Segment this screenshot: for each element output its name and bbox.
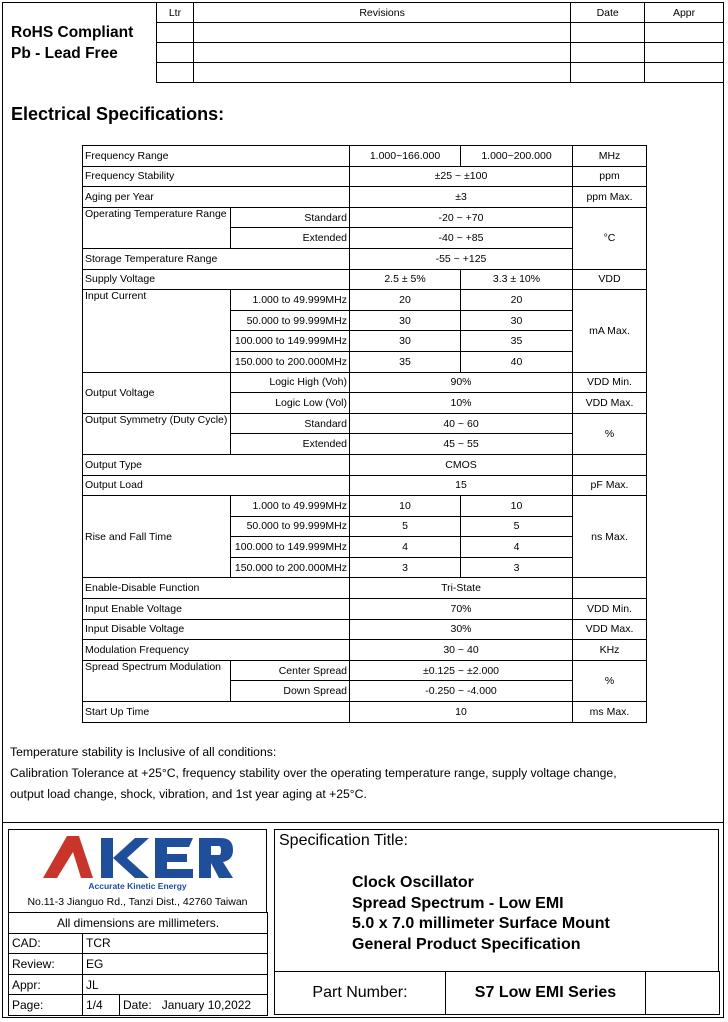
spec-unit: ppm Max. <box>573 187 647 208</box>
spec-row-supply-voltage <box>83 269 647 290</box>
spec-row-frequency-range <box>83 146 647 167</box>
spec-value: -0.250 ~ -4.000 <box>350 681 573 702</box>
spec-sublabel: 150.000 to 200.000MHz <box>231 557 350 578</box>
rev-header-ltr: Ltr <box>157 3 194 23</box>
spec-value: 35 <box>461 331 573 352</box>
spec-label: Output Voltage <box>83 372 231 413</box>
spec-row-input-current <box>83 290 647 311</box>
spec-value: 2.5 ± 5% <box>350 269 461 290</box>
spec-row-rise-fall <box>83 496 647 517</box>
appr-label: Appr: <box>9 974 83 995</box>
spec-sublabel: 1.000 to 49.999MHz <box>231 290 350 311</box>
spec-value: 70% <box>350 599 573 620</box>
review-label: Review: <box>9 954 83 975</box>
spec-title-line: Spread Spectrum - Low EMI <box>352 894 564 912</box>
lead-free-text: Pb - Lead Free <box>11 45 118 62</box>
spec-value: 3 <box>461 557 573 578</box>
spec-label: Output Symmetry (Duty Cycle) <box>83 413 231 454</box>
spec-unit: VDD <box>573 269 647 290</box>
spec-title-box <box>274 829 719 972</box>
spec-row-modulation-frequency <box>83 640 647 661</box>
section-title: Electrical Specifications: <box>11 104 225 124</box>
spec-unit: VDD Max. <box>573 619 647 640</box>
spec-title-line: General Product Specification <box>352 935 581 953</box>
spec-sublabel: Standard <box>231 413 350 434</box>
spec-label: Rise and Fall Time <box>83 496 231 578</box>
spec-value: 5 <box>350 516 461 537</box>
spec-unit: MHz <box>573 146 647 167</box>
spec-value: 10% <box>350 393 573 414</box>
spec-sublabel: 50.000 to 99.999MHz <box>231 516 350 537</box>
spec-unit <box>573 454 647 475</box>
spec-row-output-voltage <box>83 372 647 393</box>
note-line: output load change, shock, vibration, and 1st year aging at +25°C. <box>10 787 367 801</box>
spec-unit: ms Max. <box>573 702 647 723</box>
spec-row-output-type <box>83 454 647 475</box>
rev-row <box>157 43 724 63</box>
spec-title-label: Specification Title: <box>279 832 408 849</box>
spec-value: -40 ~ +85 <box>350 228 573 249</box>
spec-title-line: 5.0 x 7.0 millimeter Surface Mount <box>352 915 610 932</box>
spec-row-spread-spectrum <box>83 660 647 681</box>
note-line: Calibration Tolerance at +25°C, frequency stability over the operating temperature range, supply voltage change, <box>10 766 617 780</box>
spec-label: Frequency Range <box>83 146 350 167</box>
rev-header-appr: Appr <box>645 3 724 23</box>
appr-value: JL <box>83 974 268 995</box>
spec-sublabel: Center Spread <box>231 660 350 681</box>
spec-unit: VDD Min. <box>573 372 647 393</box>
spec-label: Input Enable Voltage <box>83 599 350 620</box>
spec-title <box>352 873 610 955</box>
compliance-statement <box>11 22 133 64</box>
spec-value: 3.3 ± 10% <box>461 269 573 290</box>
company-logo-box <box>8 829 267 913</box>
spec-value: 90% <box>350 372 573 393</box>
spec-unit: VDD Max. <box>573 393 647 414</box>
spec-row-operating-temp <box>83 207 647 228</box>
spec-value: 5 <box>461 516 573 537</box>
spec-label: Operating Temperature Range <box>83 207 231 248</box>
page-value: 1/4 <box>83 995 120 1016</box>
cad-label: CAD: <box>9 933 83 954</box>
spec-unit: °C <box>573 207 647 269</box>
spec-value: 35 <box>350 351 461 372</box>
spec-value: CMOS <box>350 454 573 475</box>
spec-value: 30 <box>461 310 573 331</box>
spec-label: Output Load <box>83 475 350 496</box>
spec-row-startup <box>83 702 647 723</box>
spec-value: ±3 <box>350 187 573 208</box>
spec-sublabel: 50.000 to 99.999MHz <box>231 310 350 331</box>
rev-header-revisions: Revisions <box>193 3 570 23</box>
spec-label: Storage Temperature Range <box>83 248 350 269</box>
cad-value: TCR <box>83 933 268 954</box>
electrical-spec-table <box>82 145 647 723</box>
spec-sublabel: 1.000 to 49.999MHz <box>231 496 350 517</box>
spec-row-aging <box>83 187 647 208</box>
rohs-text: RoHS Compliant <box>11 24 134 41</box>
spec-label: Supply Voltage <box>83 269 350 290</box>
spec-sublabel: Down Spread <box>231 681 350 702</box>
spec-unit: ppm <box>573 166 647 187</box>
spec-label: Modulation Frequency <box>83 640 350 661</box>
spec-value: 1.000~200.000 <box>461 146 573 167</box>
date-value: January 10,2022 <box>161 998 252 1013</box>
company-tagline: Accurate Kinetic Energy <box>88 881 187 891</box>
spec-unit: mA Max. <box>573 290 647 372</box>
revisions-table <box>156 2 724 83</box>
spec-value: 40 <box>461 351 573 372</box>
spec-sublabel: Standard <box>231 207 350 228</box>
spec-value: 40 ~ 60 <box>350 413 573 434</box>
spec-unit: VDD Min. <box>573 599 647 620</box>
date-cell <box>120 995 268 1016</box>
part-number-label: Part Number: <box>275 972 446 1015</box>
part-number-table <box>274 971 720 1015</box>
spec-sublabel: 100.000 to 149.999MHz <box>231 537 350 558</box>
spec-row-enable-disable <box>83 578 647 599</box>
note-line: Temperature stability is Inclusive of all conditions: <box>10 745 277 759</box>
spec-value: 20 <box>461 290 573 311</box>
company-logo <box>43 834 233 880</box>
spec-sublabel: Extended <box>231 228 350 249</box>
spec-value: 20 <box>350 290 461 311</box>
spec-value: ±0.125 ~ ±2.000 <box>350 660 573 681</box>
spec-label: Start Up Time <box>83 702 350 723</box>
part-number-extra <box>646 972 720 1015</box>
spec-value: 30 ~ 40 <box>350 640 573 661</box>
spec-value: 3 <box>350 557 461 578</box>
spec-sublabel: Extended <box>231 434 350 455</box>
page-label: Page: <box>9 995 83 1016</box>
rev-row <box>157 63 724 83</box>
rev-row <box>157 23 724 43</box>
spec-row-frequency-stability <box>83 166 647 187</box>
part-number-value: S7 Low EMI Series <box>446 972 646 1015</box>
spec-value: ±25 ~ ±100 <box>350 166 573 187</box>
spec-row-input-disable <box>83 619 647 640</box>
spec-unit: pF Max. <box>573 475 647 496</box>
spec-value: 45 ~ 55 <box>350 434 573 455</box>
spec-label: Aging per Year <box>83 187 350 208</box>
spec-label: Enable-Disable Function <box>83 578 350 599</box>
notes <box>10 742 617 805</box>
rev-header-date: Date <box>571 3 645 23</box>
spec-value: 10 <box>461 496 573 517</box>
spec-value: -20 ~ +70 <box>350 207 573 228</box>
spec-sublabel: Logic High (Voh) <box>231 372 350 393</box>
spec-value: 10 <box>350 702 573 723</box>
spec-value: 10 <box>350 496 461 517</box>
spec-value: 4 <box>461 537 573 558</box>
spec-value: 30 <box>350 310 461 331</box>
review-value: EG <box>83 954 268 975</box>
spec-unit: % <box>573 413 647 454</box>
spec-label: Spread Spectrum Modulation <box>83 660 231 701</box>
document-info-table <box>8 912 268 1016</box>
spec-row-output-symmetry <box>83 413 647 434</box>
spec-sublabel: Logic Low (Vol) <box>231 393 350 414</box>
spec-unit: KHz <box>573 640 647 661</box>
date-label: Date: <box>123 998 152 1013</box>
spec-unit: ns Max. <box>573 496 647 578</box>
spec-unit <box>573 578 647 599</box>
spec-label: Frequency Stability <box>83 166 350 187</box>
spec-value: 15 <box>350 475 573 496</box>
spec-label: Input Current <box>83 290 231 372</box>
spec-value: 30% <box>350 619 573 640</box>
spec-row-input-enable <box>83 599 647 620</box>
spec-label: Output Type <box>83 454 350 475</box>
spec-title-line: Clock Oscillator <box>352 874 474 891</box>
spec-sublabel: 150.000 to 200.000MHz <box>231 351 350 372</box>
spec-sublabel: 100.000 to 149.999MHz <box>231 331 350 352</box>
spec-value: 30 <box>350 331 461 352</box>
company-address: No.11-3 Jianguo Rd., Tanzi Dist., 42760 Taiwan <box>27 896 248 908</box>
spec-value: -55 ~ +125 <box>350 248 573 269</box>
spec-row-output-load <box>83 475 647 496</box>
spec-row-storage-temp <box>83 248 647 269</box>
spec-label: Input Disable Voltage <box>83 619 350 640</box>
spec-value: Tri-State <box>350 578 573 599</box>
dimensions-note: All dimensions are millimeters. <box>9 913 268 934</box>
footer-divider <box>2 822 724 823</box>
spec-value: 4 <box>350 537 461 558</box>
spec-unit: % <box>573 660 647 701</box>
spec-value: 1.000~166.000 <box>350 146 461 167</box>
